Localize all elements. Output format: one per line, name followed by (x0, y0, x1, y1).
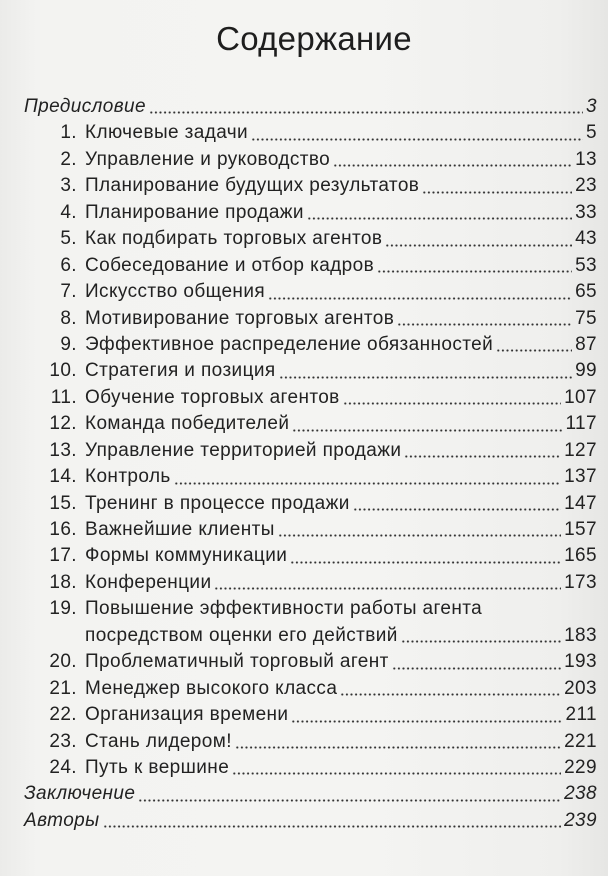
chapter-page-number: 157 (564, 519, 597, 540)
chapter-page-number: 75 (575, 307, 597, 329)
chapter-number: 16. (49, 519, 77, 540)
toc-entry-back-matter (0, 808, 608, 834)
chapter-page-number: 193 (564, 651, 597, 673)
toc-entry-chapter (0, 517, 608, 543)
chapter-page-number: 183 (564, 624, 597, 646)
entry-page-number: 3 (586, 96, 597, 117)
chapter-title-continuation: посредством оценки его действий (85, 624, 398, 646)
chapter-number: 9. (60, 333, 77, 355)
chapter-number: 18. (49, 571, 77, 593)
dot-leader (496, 349, 572, 352)
dot-leader (392, 667, 561, 670)
chapter-page-number: 53 (575, 254, 597, 276)
toc-entry-chapter (0, 385, 608, 411)
chapter-page-number: 211 (565, 704, 597, 726)
chapter-title: Путь к вершине (85, 756, 230, 778)
dot-leader (138, 799, 561, 802)
toc-entry-chapter (0, 676, 608, 702)
dot-leader (214, 587, 561, 590)
toc-entry-chapter (0, 332, 608, 358)
toc-entry-chapter (0, 649, 608, 675)
chapter-number: 4. (60, 201, 77, 223)
dot-leader (343, 402, 561, 405)
chapter-number: 1. (60, 122, 77, 144)
chapter-title: Контроль (85, 466, 171, 488)
toc-entry-front-matter (0, 94, 608, 120)
toc-entry-chapter (0, 464, 608, 490)
chapter-page-number: 99 (575, 360, 597, 382)
dot-leader (333, 164, 572, 167)
chapter-page-number: 23 (575, 175, 597, 197)
chapter-number: 23. (49, 730, 77, 752)
chapter-title: Организация времени (85, 704, 289, 726)
dot-leader (422, 191, 572, 194)
chapter-title: Формы коммуникации (85, 545, 288, 567)
chapter-page-number: 117 (565, 413, 597, 435)
chapter-number: 20. (49, 651, 77, 673)
entry-title: Авторы (24, 809, 100, 831)
dot-leader (232, 772, 561, 775)
chapter-title: Важнейшие клиенты (85, 519, 275, 540)
chapter-title: Конференции (85, 571, 212, 593)
dot-leader (235, 746, 561, 749)
chapter-page-number: 5 (586, 122, 597, 144)
chapter-page-number: 87 (575, 333, 597, 355)
chapter-page-number: 147 (564, 492, 597, 514)
chapter-title: Повышение эффективности работы агента (85, 598, 483, 620)
chapter-number: 7. (60, 281, 77, 303)
chapter-page-number: 127 (564, 439, 597, 461)
toc-entry-chapter (0, 226, 608, 252)
chapter-number: 6. (60, 254, 77, 276)
chapter-title: Планирование продажи (85, 201, 304, 223)
chapter-title: Эффективное распределение обязанностей (85, 333, 494, 355)
chapter-title: Искусство общения (85, 281, 266, 303)
toc-entry-chapter-continuation (0, 623, 608, 649)
chapter-title: Мотивирование торговых агентов (85, 307, 395, 329)
toc-entry-chapter (0, 173, 608, 199)
chapter-page-number: 13 (575, 148, 597, 170)
chapter-page-number: 137 (564, 466, 597, 488)
toc-entry-chapter (0, 596, 608, 622)
chapter-number: 5. (60, 228, 77, 250)
toc-entry-back-matter (0, 781, 608, 807)
dot-leader (340, 693, 561, 696)
dot-leader (103, 825, 562, 828)
chapter-number: 15. (49, 492, 77, 514)
chapter-title: Обучение торговых агентов (85, 386, 340, 408)
entry-title: Предисловие (24, 96, 146, 117)
entry-page-number: 238 (564, 783, 597, 805)
chapter-title: Тренинг в процессе продажи (85, 492, 350, 514)
dot-leader (279, 376, 573, 379)
chapter-number: 3. (60, 175, 77, 197)
dot-leader (307, 217, 572, 220)
chapter-title: Собеседование и отбор кадров (85, 254, 375, 276)
chapter-page-number: 173 (564, 571, 597, 593)
dot-leader (268, 297, 572, 300)
dot-leader (353, 508, 561, 511)
chapter-number: 10. (49, 360, 77, 382)
toc-entry-chapter (0, 491, 608, 517)
toc-entry-chapter (0, 755, 608, 781)
dot-leader (291, 720, 562, 723)
chapter-number: 12. (49, 413, 77, 435)
toc-entry-chapter (0, 279, 608, 305)
chapter-title: Ключевые задачи (85, 122, 249, 144)
dot-leader (149, 111, 583, 114)
entry-page-number: 239 (564, 809, 597, 831)
chapter-title: Стань лидером! (85, 730, 232, 752)
chapter-title: Управление и руководство (85, 148, 331, 170)
toc-entry-chapter (0, 729, 608, 755)
toc-entry-chapter (0, 306, 608, 332)
chapter-number: 22. (49, 704, 77, 726)
chapter-number: 11. (50, 386, 77, 408)
chapter-page-number: 65 (575, 281, 597, 303)
chapter-page-number: 107 (564, 386, 597, 408)
dot-leader (292, 429, 562, 432)
chapter-title: Планирование будущих результатов (85, 175, 420, 197)
dot-leader (401, 640, 561, 643)
chapter-number: 19. (49, 598, 77, 620)
entry-title: Заключение (24, 783, 136, 805)
dot-leader (385, 244, 572, 247)
dot-leader (404, 455, 561, 458)
chapter-number: 21. (49, 677, 77, 699)
page-title: Содержание (216, 20, 412, 57)
chapter-page-number: 229 (564, 756, 597, 778)
toc-entry-chapter (0, 438, 608, 464)
chapter-page-number: 221 (564, 730, 597, 752)
chapter-title: Как подбирать торговых агентов (85, 228, 383, 250)
chapter-number: 13. (49, 439, 77, 461)
toc-entry-chapter (0, 253, 608, 279)
toc-entry-chapter (0, 120, 608, 146)
chapter-title: Проблематичный торговый агент (85, 651, 389, 673)
chapter-number: 8. (60, 307, 77, 329)
dot-leader (174, 482, 561, 485)
table-of-contents (0, 94, 608, 834)
toc-entry-chapter (0, 411, 608, 437)
toc-entry-chapter (0, 702, 608, 728)
chapter-title: Стратегия и позиция (85, 360, 276, 382)
toc-entry-chapter (0, 543, 608, 569)
dot-leader (251, 138, 583, 141)
chapter-number: 24. (49, 756, 77, 778)
chapter-number: 2. (60, 148, 77, 170)
toc-entry-chapter (0, 200, 608, 226)
dot-leader (397, 323, 572, 326)
chapter-page-number: 33 (575, 201, 597, 223)
toc-entry-chapter (0, 147, 608, 173)
chapter-page-number: 43 (575, 228, 597, 250)
chapter-page-number: 165 (564, 545, 597, 567)
chapter-number: 17. (49, 545, 77, 567)
dot-leader (278, 534, 561, 537)
toc-entry-chapter (0, 358, 608, 384)
chapter-title: Команда победителей (85, 413, 290, 435)
chapter-title: Управление территорией продажи (85, 439, 402, 461)
chapter-page-number: 203 (564, 677, 597, 699)
chapter-number: 14. (49, 466, 77, 488)
toc-entry-chapter (0, 570, 608, 596)
chapter-title: Менеджер высокого класса (85, 677, 338, 699)
dot-leader (290, 561, 561, 564)
dot-leader (377, 270, 572, 273)
